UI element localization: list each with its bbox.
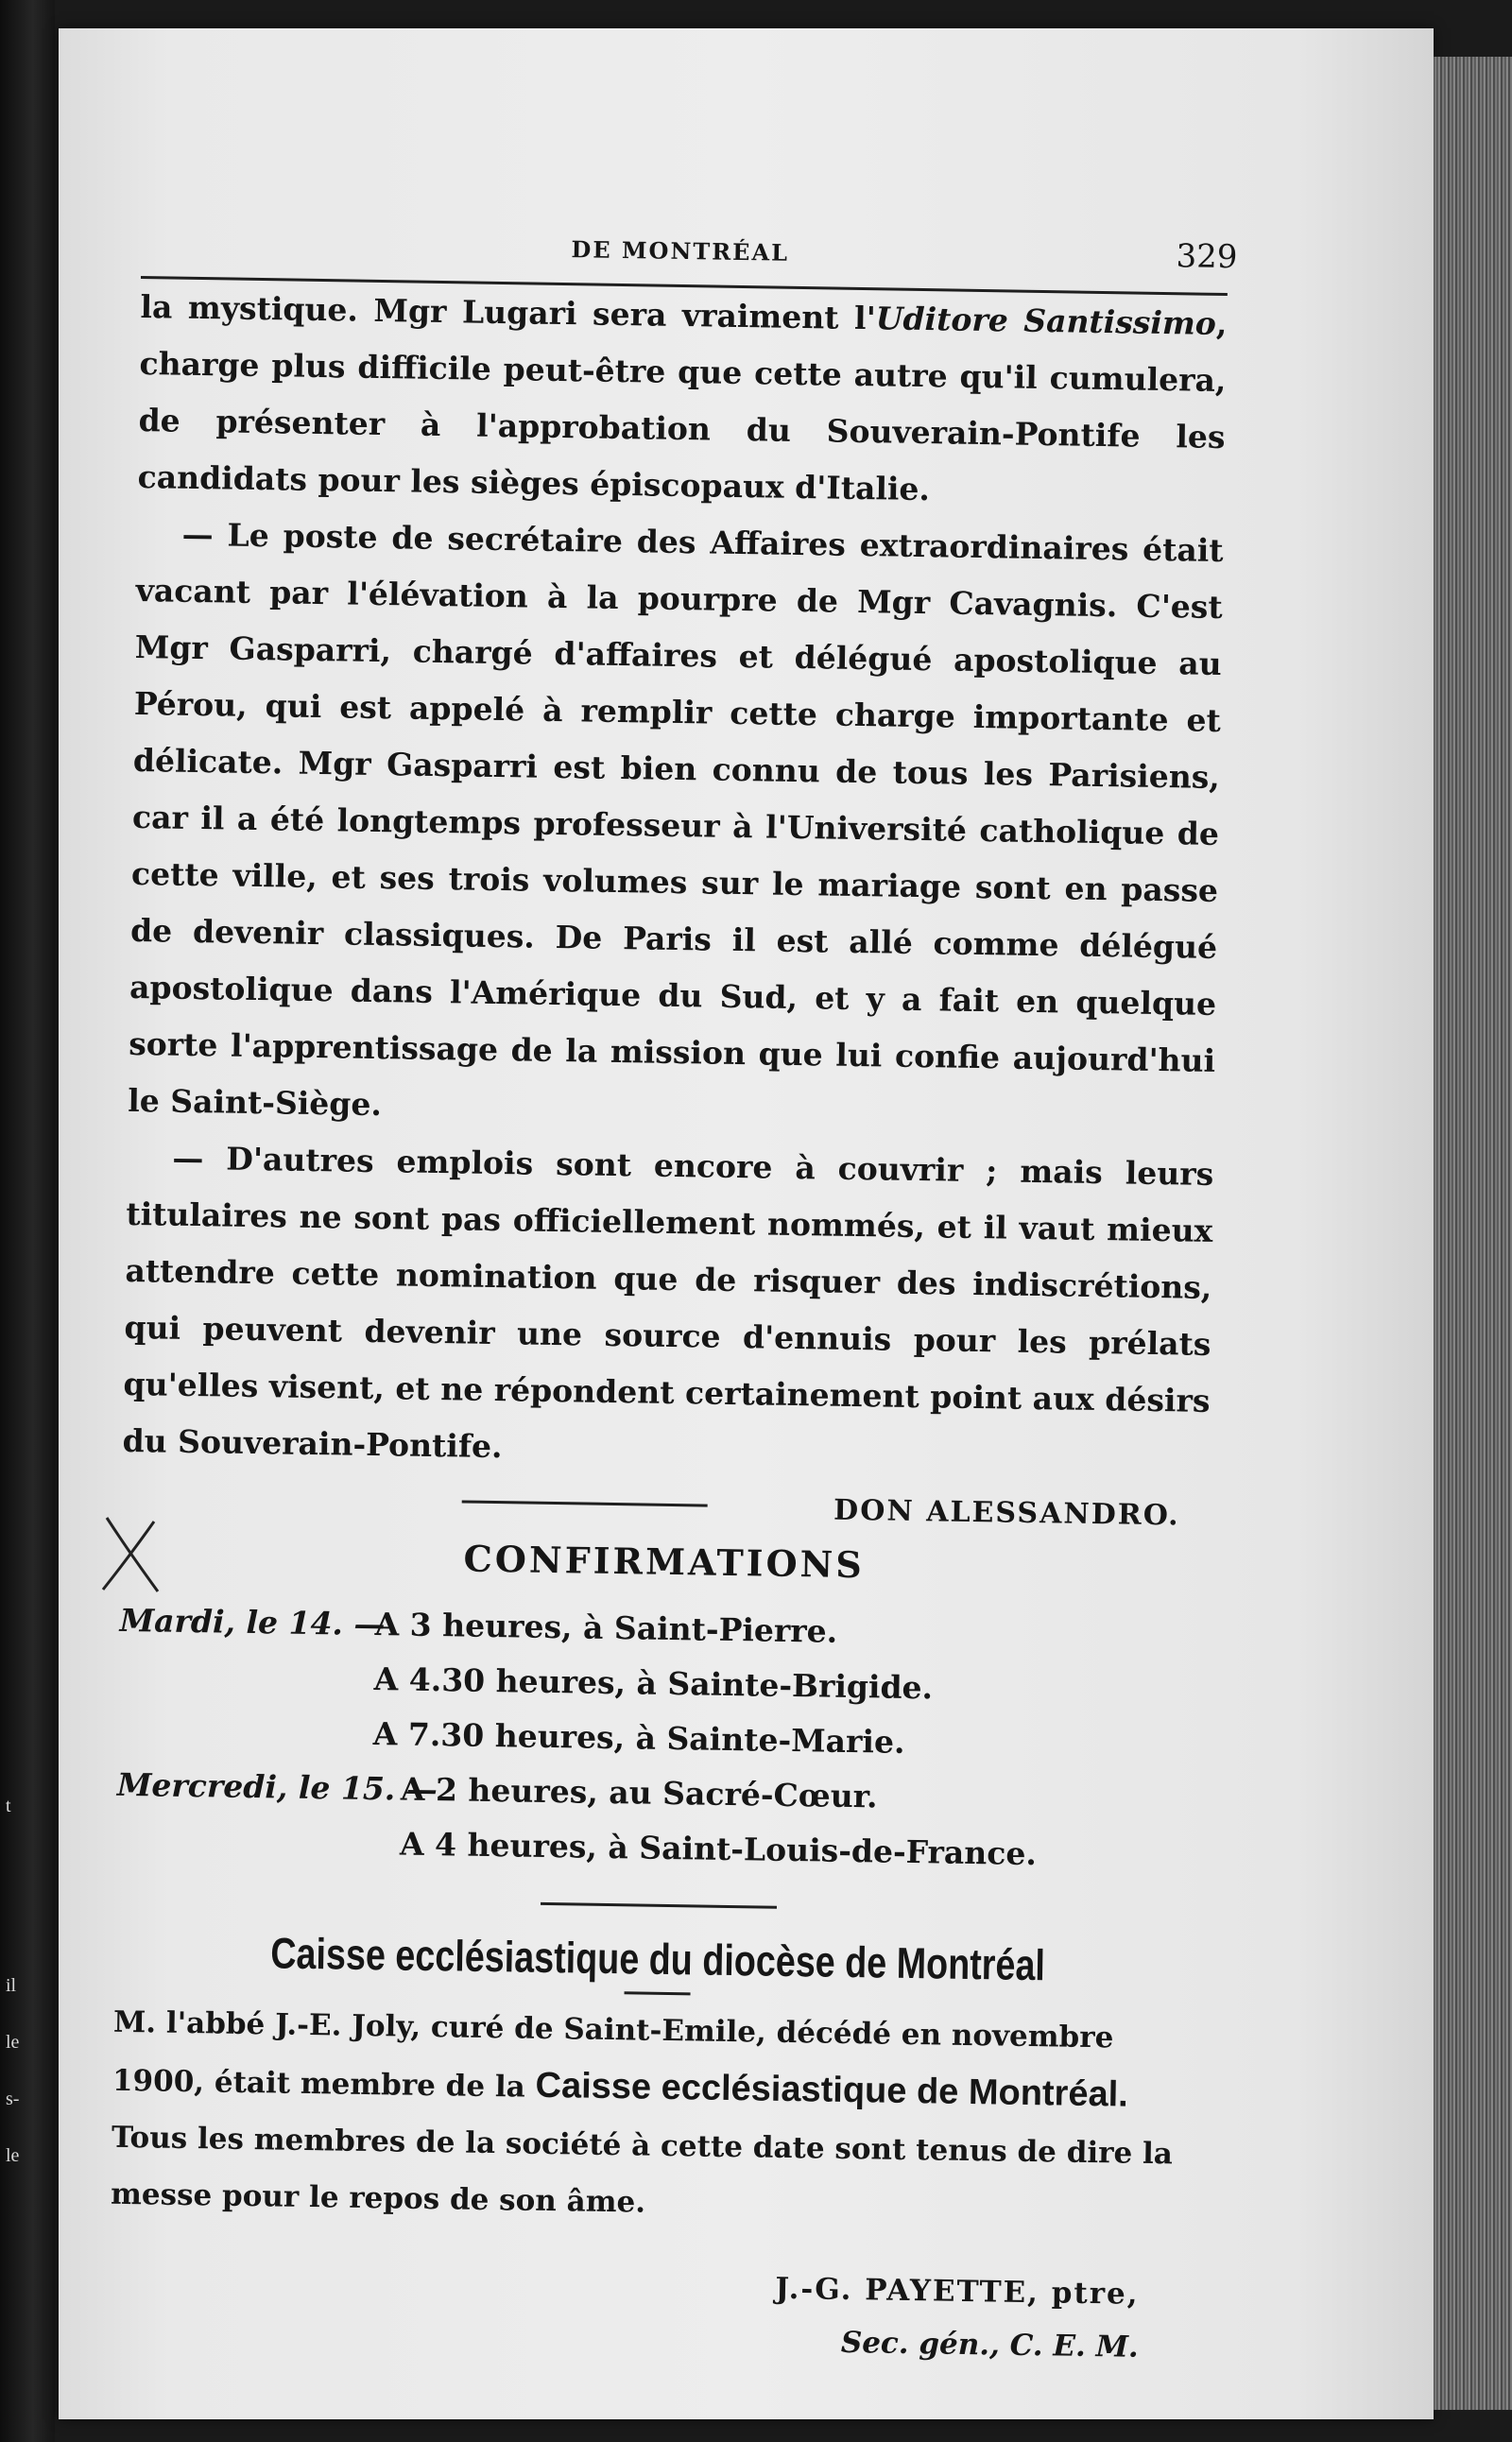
schedule-entry: A 4 heures, à Saint-Louis-de-France.: [399, 1825, 1038, 1873]
schedule-entry: A 2 heures, au Sacré-Cœur.: [400, 1770, 878, 1815]
margin-fragment: le: [6, 2032, 20, 2053]
caisse-heading: Caisse ecclésiastique du diocèse de Montréal: [269, 1928, 1046, 1990]
schedule-entry: A 7.30 heures, à Sainte-Marie.: [372, 1715, 905, 1761]
paragraph-text: la mystique. Mgr Lugari sera vraiment l': [140, 287, 877, 337]
schedule-entry: A 4.30 heures, à Sainte-Brigide.: [373, 1660, 934, 1707]
notice-highlight: Caisse ecclésiastique de Montréal.: [535, 2065, 1129, 2115]
signature-line: Sec. gén., C. E. M.: [840, 2325, 1140, 2365]
paragraph-3: — D'autres emplois sont encore à couvrir ; mais leurs titulaires ne sont pas officiellement nommés, et il vaut mieux attendre cette nomination que de risquer des indiscrétions, qui peuvent devenir une source d'ennuis pour les prélats qu'elles visent, et ne répondent certainement point aux désirs du Souverain-Pontife.: [122, 1139, 1214, 1466]
page-stack-edges: [1434, 57, 1512, 2410]
short-divider: [625, 1991, 691, 1995]
adjacent-page-edge: [0, 0, 55, 2442]
paragraph-2: — Le poste de secrétaire des Affaires extraordinaires était vacant par l'élévation à la pourpre de Mgr Cavagnis. C'est Mgr Gasparri, chargé d'affaires et délégué apostolique au Pérou, qui est appelé à remplir cette charge importante et délicate. Mgr Gasparri est bien connu de tous les Parisiens, car il a été longtemps professeur à l'Université catholique de cette ville, et ses trois volumes sur le mariage sont en passe de devenir classiques. De Paris il est allé comme délégué apostolique dans l'Amérique du Sud, et y a fait en quelque sorte l'apprentissage de la mission que lui confie aujourd'hui le Saint-Siège.: [128, 515, 1224, 1124]
signature-line: J.-G. PAYETTE, ptre,: [775, 2271, 1140, 2312]
schedule-day: Mardi, le 14. —: [119, 1601, 386, 1643]
margin-fragment: t: [6, 1796, 11, 1816]
paragraph-1: [137, 279, 1228, 523]
signature-don-alessandro: DON ALESSANDRO.: [833, 1493, 1180, 1533]
margin-fragment: le: [6, 2145, 20, 2166]
page-number: 329: [1176, 237, 1238, 277]
signature-payette: [108, 2252, 1196, 2375]
notice-text: M. l'abbé J.-E. Joly, curé de Saint-Emile, décédé en novembre 1900, était membre de la: [112, 2004, 1114, 2105]
confirmations-schedule: [116, 1593, 1207, 1884]
caisse-notice: [111, 1994, 1201, 2240]
confirmations-heading: CONFIRMATIONS: [463, 1537, 866, 1587]
margin-fragment: il: [6, 1975, 17, 1996]
schedule-entry: A 3 heures, à Saint-Pierre.: [374, 1606, 838, 1650]
margin-fragment: s-: [6, 2089, 20, 2109]
notice-text: Tous les membres de la société à cette date sont tenus de dire la messe pour le repos de son âme.: [110, 2120, 1174, 2220]
section-divider: [541, 1902, 777, 1909]
running-title: DE MONTRÉAL: [571, 235, 790, 267]
italic-title: Uditore Santissimo: [875, 300, 1217, 342]
page-content: [108, 217, 1238, 2375]
schedule-day: Mercredi, le 15. —: [116, 1765, 438, 1809]
paragraph-text: , charge plus difficile peut-être que cette autre qu'il cumulera, de présenter à l'approbation du Souverain-Pontife les candidats pour les sièges épiscopaux d'Italie.: [137, 304, 1228, 508]
